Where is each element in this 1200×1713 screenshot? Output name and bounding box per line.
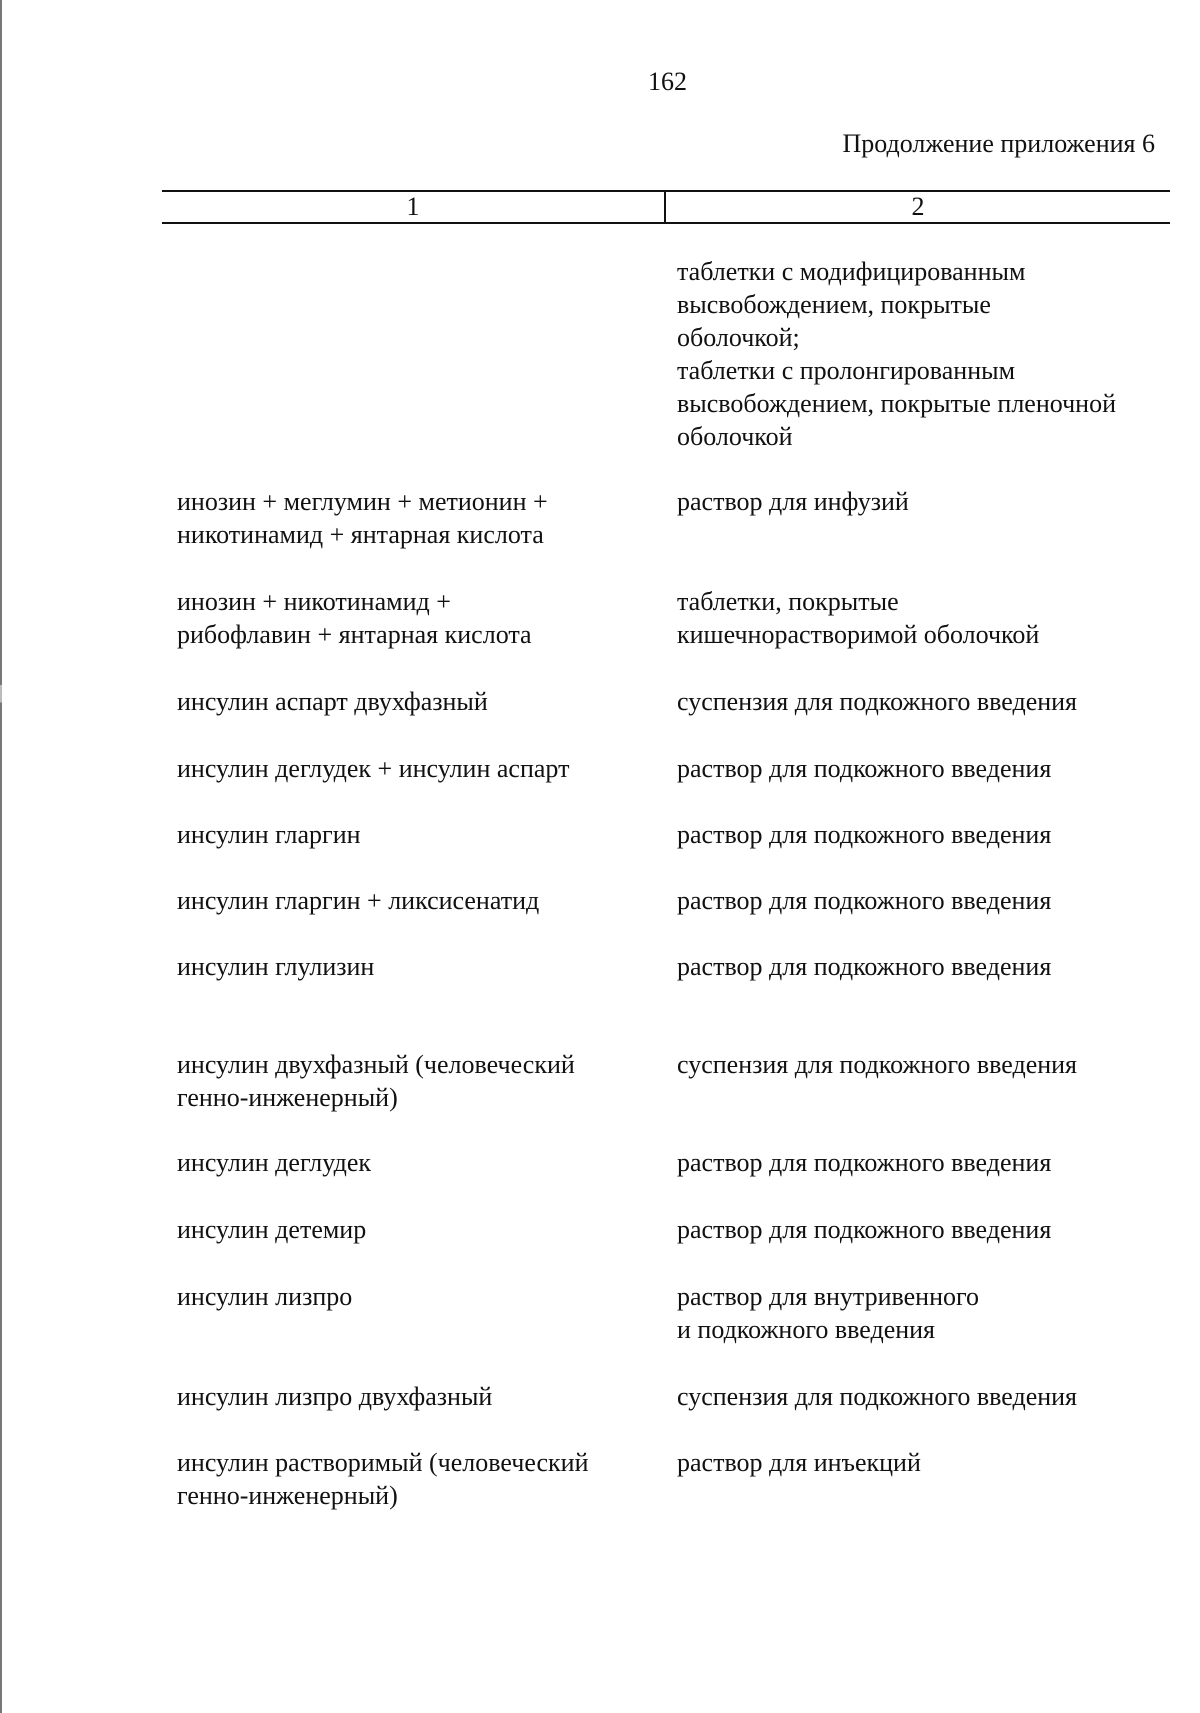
dosage-form-cell <box>677 685 1177 718</box>
drug-name-cell <box>177 950 647 983</box>
dosage-form-cell <box>677 1048 1177 1081</box>
dosage-form-line: раствор для подкожного введения <box>677 820 1052 849</box>
appendix-continuation-note: Продолжение приложения 6 <box>842 129 1155 158</box>
drug-name-line: инсулин деглудек <box>177 1148 372 1177</box>
drug-name-cell <box>177 884 647 917</box>
dosage-form-cell <box>677 1446 1177 1479</box>
dosage-form-cell <box>677 1280 1177 1346</box>
dosage-form-line: оболочкой; <box>677 323 800 352</box>
drug-name-cell <box>177 485 647 551</box>
dosage-form-cell <box>677 818 1177 851</box>
drug-name-line: инсулин деглудек + инсулин аспарт <box>177 754 570 783</box>
dosage-form-line: таблетки с модифицированным <box>677 257 1026 286</box>
drug-name-line: инсулин двухфазный (человеческий <box>177 1050 575 1079</box>
drug-name-line: инсулин лизпро двухфазный <box>177 1382 493 1411</box>
table-header <box>162 190 1170 224</box>
dosage-form-cell <box>677 1380 1177 1413</box>
drug-name-line: инсулин аспарт двухфазный <box>177 687 488 716</box>
dosage-form-line: высвобождением, покрытые <box>677 290 991 319</box>
dosage-form-cell <box>677 585 1177 651</box>
dosage-form-line: раствор для внутривенного <box>677 1282 979 1311</box>
dosage-form-line: раствор для подкожного введения <box>677 952 1052 981</box>
dosage-form-line: суспензия для подкожного введения <box>677 1050 1078 1079</box>
drug-name-cell <box>177 1048 647 1114</box>
dosage-form-cell <box>677 752 1177 785</box>
drug-name-line: инсулин лизпро <box>177 1282 353 1311</box>
drug-name-cell <box>177 818 647 851</box>
drug-name-cell <box>177 1380 647 1413</box>
drug-name-line: инсулин растворимый (человеческий <box>177 1448 589 1477</box>
dosage-form-line: оболочкой <box>677 422 793 451</box>
dosage-form-line: суспензия для подкожного введения <box>677 687 1078 716</box>
dosage-form-line: раствор для подкожного введения <box>677 886 1052 915</box>
drug-name-line: инсулин гларгин + ликсисенатид <box>177 886 540 915</box>
dosage-form-line: высвобождением, покрытые пленочной <box>677 389 1116 418</box>
column-header-2: 2 <box>911 192 925 221</box>
dosage-form-line: раствор для подкожного введения <box>677 754 1052 783</box>
dosage-form-line: и подкожного введения <box>677 1315 936 1344</box>
dosage-form-cell <box>677 255 1177 453</box>
dosage-form-line: суспензия для подкожного введения <box>677 1382 1078 1411</box>
drug-name-cell <box>177 752 647 785</box>
drug-name-cell <box>177 685 647 718</box>
scan-edge <box>0 0 2 1713</box>
column-header-1: 1 <box>406 192 420 221</box>
drug-name-cell <box>177 1146 647 1179</box>
drug-name-line: инозин + меглумин + метионин + <box>177 487 548 516</box>
drug-name-line: инозин + никотинамид + <box>177 587 451 616</box>
page-number: 162 <box>648 67 687 96</box>
drug-name-line: инсулин детемир <box>177 1215 367 1244</box>
dosage-form-line: таблетки с пролонгированным <box>677 356 1016 385</box>
dosage-form-cell <box>677 1146 1177 1179</box>
dosage-form-line: раствор для инъекций <box>677 1448 921 1477</box>
dosage-form-cell <box>677 884 1177 917</box>
dosage-form-line: кишечнорастворимой оболочкой <box>677 620 1040 649</box>
dosage-form-line: раствор для подкожного введения <box>677 1148 1052 1177</box>
dosage-form-cell <box>677 485 1177 518</box>
drug-name-line: генно-инженерный) <box>177 1481 398 1510</box>
drug-name-line: генно-инженерный) <box>177 1083 398 1112</box>
dosage-form-cell <box>677 1213 1177 1246</box>
drug-name-line: рибофлавин + янтарная кислота <box>177 620 532 649</box>
drug-name-line: никотинамид + янтарная кислота <box>177 520 544 549</box>
dosage-form-line: раствор для подкожного введения <box>677 1215 1052 1244</box>
drug-name-line: инсулин глулизин <box>177 952 375 981</box>
dosage-form-line: таблетки, покрытые <box>677 587 899 616</box>
drug-name-cell <box>177 1213 647 1246</box>
drug-name-cell <box>177 1446 647 1512</box>
drug-name-line: инсулин гларгин <box>177 820 361 849</box>
dosage-form-line: раствор для инфузий <box>677 487 909 516</box>
drug-name-cell <box>177 585 647 651</box>
dosage-form-cell <box>677 950 1177 983</box>
drug-name-cell <box>177 1280 647 1313</box>
